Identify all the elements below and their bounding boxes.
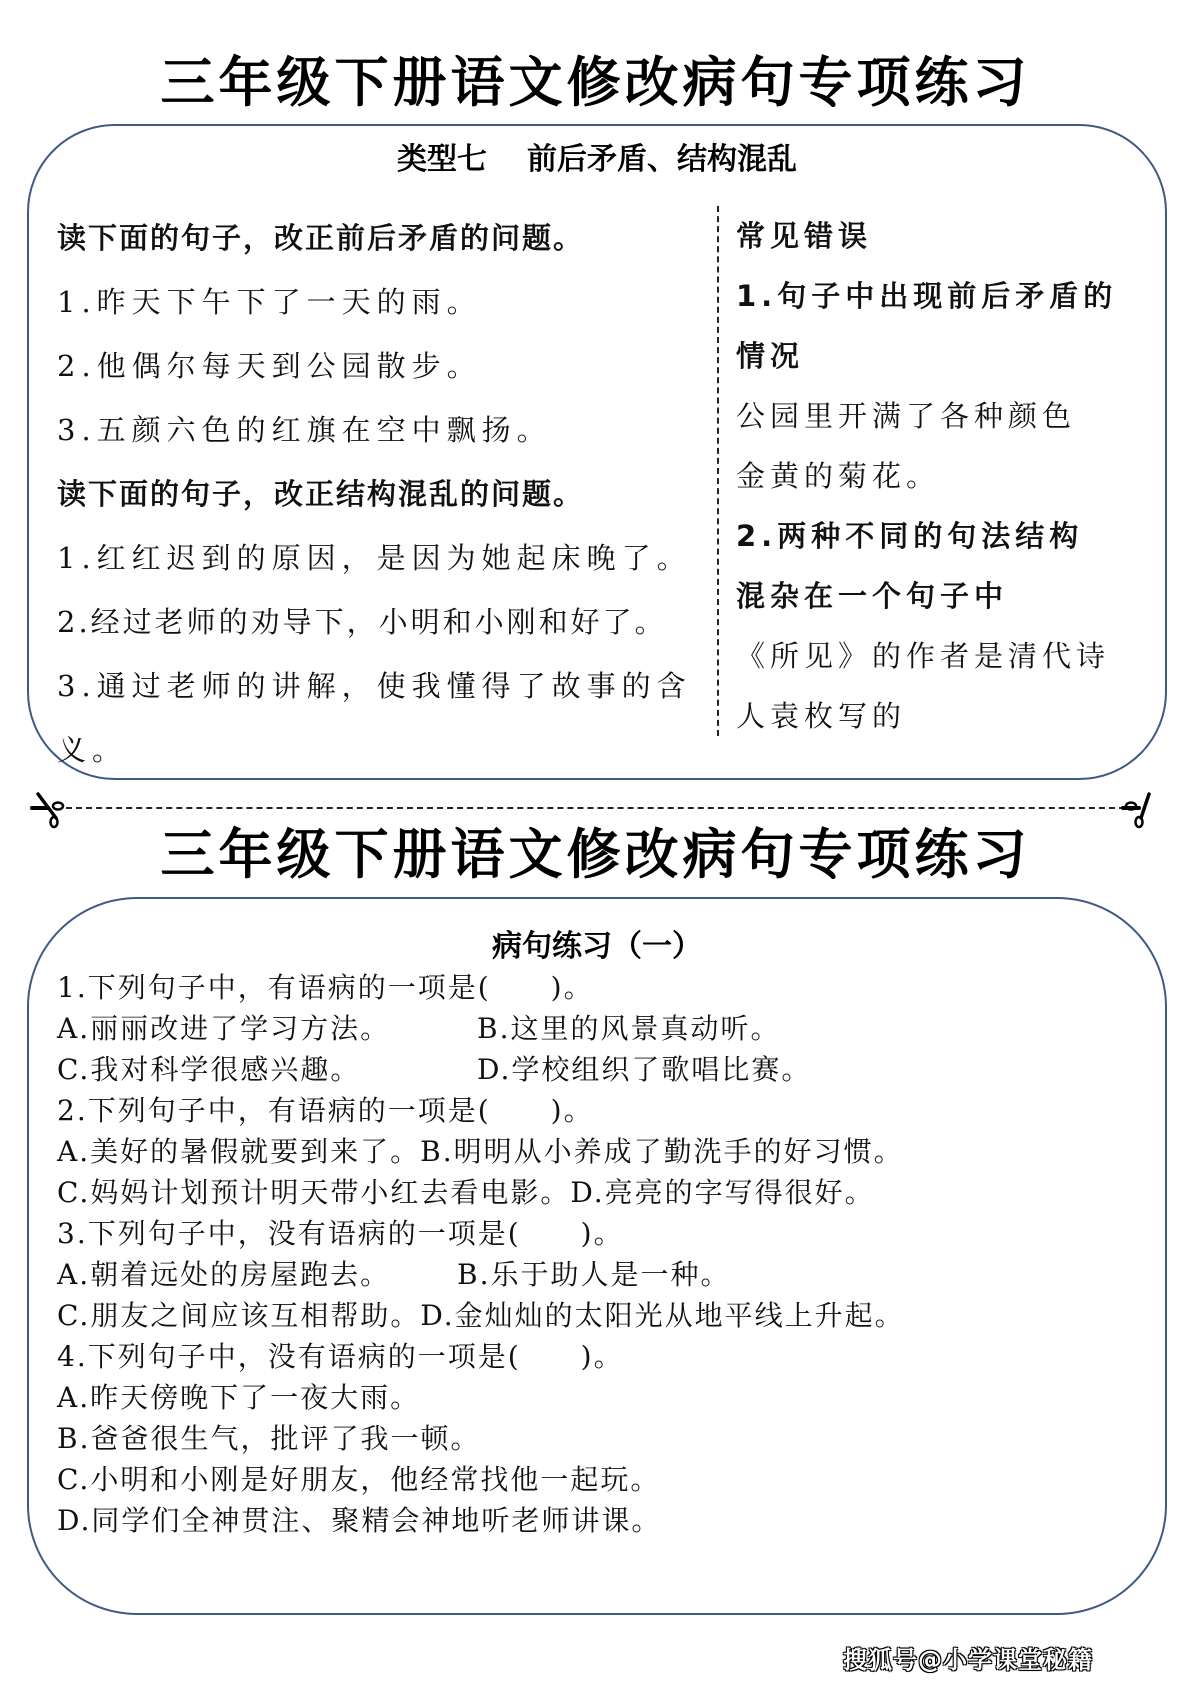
question-list bbox=[57, 967, 1157, 1541]
exercise-item: 1.昨天下午下了一天的雨。 bbox=[57, 285, 482, 319]
exercise-column bbox=[57, 206, 717, 782]
option-a: A.朝着远处的房屋跑去。 bbox=[57, 1258, 391, 1291]
page-title: 三年级下册语文修改病句专项练习 bbox=[160, 51, 1031, 114]
common-errors-column bbox=[736, 206, 1136, 746]
option-a: A.昨天傍晚下了一夜大雨。 bbox=[57, 1381, 421, 1414]
error1-title: 1.句子中出现前后矛盾的 bbox=[736, 279, 1118, 313]
option-c: C.小明和小刚是好朋友，他经常找他一起玩。 bbox=[57, 1463, 661, 1496]
exercise-item-continuation: 义。 bbox=[57, 733, 128, 767]
option-d: D.金灿灿的太阳光从地平线上升起。 bbox=[420, 1299, 905, 1332]
question-stem: 4.下列句子中，没有语病的一项是( )。 bbox=[57, 1340, 624, 1373]
practice-subtitle: 病句练习（一） bbox=[492, 929, 702, 964]
section-heading-structure: 读下面的句子，改正结构混乱的问题。 bbox=[57, 477, 585, 511]
option-b: B.爸爸很生气，批评了我一顿。 bbox=[57, 1422, 481, 1455]
common-errors-heading: 常见错误 bbox=[736, 219, 873, 253]
option-b: B.乐于助人是一种。 bbox=[457, 1258, 731, 1291]
option-d: D.学校组织了歌唱比赛。 bbox=[477, 1053, 812, 1086]
option-c: C.我对科学很感兴趣。 bbox=[57, 1053, 361, 1086]
error1-example-cont: 金黄的菊花。 bbox=[736, 459, 941, 493]
page-title-2: 三年级下册语文修改病句专项练习 bbox=[160, 823, 1031, 886]
option-row bbox=[57, 1008, 1157, 1049]
error2-example-cont: 人袁枚写的 bbox=[736, 699, 907, 733]
option-row bbox=[57, 1131, 1157, 1172]
section-box-practice bbox=[27, 897, 1167, 1615]
option-d: D.同学们全神贯注、聚精会神地听老师讲课。 bbox=[57, 1504, 662, 1537]
dashed-cut-line bbox=[66, 807, 1125, 809]
exercise-item: 2.经过老师的劝导下，小明和小刚和好了。 bbox=[57, 605, 667, 639]
error2-example: 《所见》的作者是清代诗 bbox=[736, 639, 1111, 673]
option-a: A.美好的暑假就要到来了。 bbox=[57, 1135, 421, 1168]
section-heading-contradiction: 读下面的句子，改正前后矛盾的问题。 bbox=[57, 221, 585, 255]
section-box-type7 bbox=[27, 124, 1167, 780]
error2-title-cont: 混杂在一个句子中 bbox=[736, 579, 1009, 613]
question-stem: 2.下列句子中，有语病的一项是( )。 bbox=[57, 1094, 594, 1127]
exercise-item: 1.红红迟到的原因，是因为她起床晚了。 bbox=[57, 541, 692, 575]
subtitle-topic: 前后矛盾、结构混乱 bbox=[527, 142, 797, 177]
option-d: D.亮亮的字写得很好。 bbox=[570, 1176, 875, 1209]
question-stem: 1.下列句子中，有语病的一项是( )。 bbox=[57, 971, 594, 1004]
error2-title: 2.两种不同的句法结构 bbox=[736, 519, 1084, 553]
option-c: C.朋友之间应该互相帮助。 bbox=[57, 1299, 421, 1332]
exercise-item: 2.他偶尔每天到公园散步。 bbox=[57, 349, 482, 383]
error1-example: 公园里开满了各种颜色 bbox=[736, 399, 1077, 433]
exercise-item: 3.通过老师的讲解，使我懂得了故事的含 bbox=[57, 669, 692, 703]
option-b: B.这里的风景真动听。 bbox=[477, 1012, 781, 1045]
option-row bbox=[57, 1049, 1157, 1090]
dashed-divider bbox=[717, 206, 719, 736]
option-row bbox=[57, 1172, 1157, 1213]
section-subtitle bbox=[29, 134, 1165, 178]
option-row bbox=[57, 1295, 1157, 1336]
option-c: C.妈妈计划预计明天带小红去看电影。 bbox=[57, 1176, 571, 1209]
scissors-icon bbox=[30, 790, 70, 830]
error1-title-cont: 情况 bbox=[736, 339, 805, 373]
option-a: A.丽丽改进了学习方法。 bbox=[57, 1012, 391, 1045]
option-b: B.明明从小养成了勤洗手的好习惯。 bbox=[420, 1135, 904, 1168]
subtitle-type: 类型七 bbox=[397, 142, 487, 177]
watermark: 搜狐号@小学课堂秘籍 bbox=[843, 1646, 1093, 1674]
option-row bbox=[57, 1254, 1157, 1295]
question-stem: 3.下列句子中，没有语病的一项是( )。 bbox=[57, 1217, 624, 1250]
scissors-icon bbox=[1121, 790, 1161, 830]
exercise-item: 3.五颜六色的红旗在空中飘扬。 bbox=[57, 413, 552, 447]
